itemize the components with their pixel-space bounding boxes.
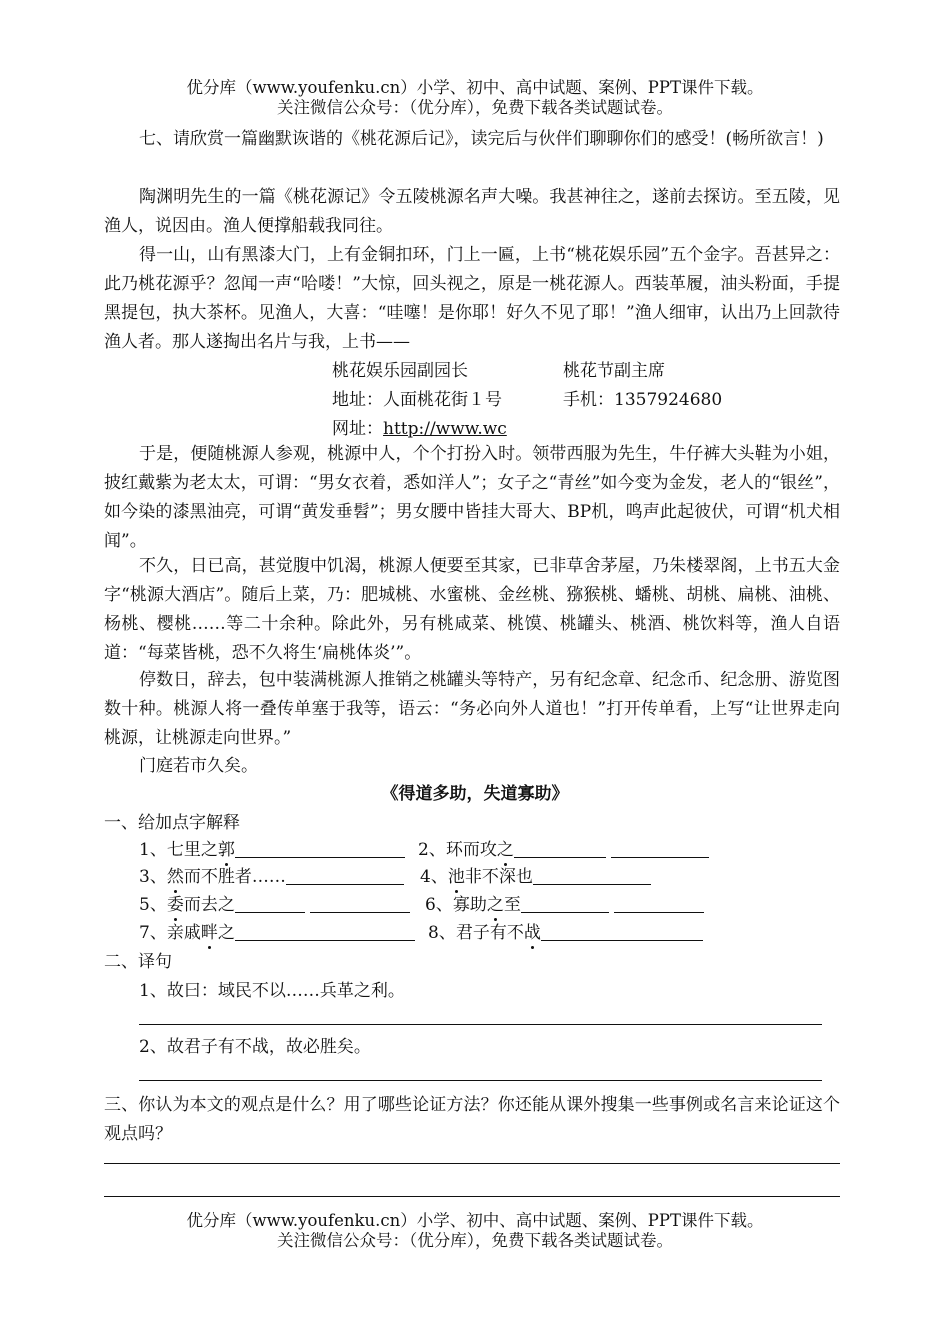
header-line-1: 优分库（www.youfenku.cn）小学、初中、高中试题、案例、PPT课件下载。: [186, 78, 764, 97]
dotted-char: 战: [523, 923, 541, 943]
q3-text: 三、你认为本文的观点是什么？用了哪些论证方法？你还能从课外搜集一些事例或名言来论证这个观点吗？: [104, 1095, 840, 1144]
dotted-char: 畔: [200, 923, 218, 943]
answer-blank[interactable]: [310, 894, 410, 913]
story-paragraph-5: 停数日，辞去，包中装满桃源人推销之桃罐头等特产，另有纪念章、纪念币、纪念册、游览图数十种。桃源人将一叠传单塞于我等，语云：“务必向外人道也！”打开传单看，上写“让世界走向桃源，让桃源走向世界。”: [104, 670, 840, 748]
story-paragraph-1: 陶渊明先生的一篇《桃花源记》令五陵桃源名声大噪。我甚神往之，遂前去探访。至五陵，见渔人，说因由。渔人便撑船载我同往。: [104, 187, 840, 236]
answer-blank[interactable]: [611, 839, 709, 858]
answer-blank[interactable]: [235, 839, 405, 858]
question-7: 七、请欣赏一篇幽默诙谐的《桃花源后记》，读完后与伙伴们聊聊你们的感受！(畅所欲言！): [139, 129, 824, 149]
dotted-char: 之: [496, 840, 514, 860]
card-title-1: 桃花娱乐园副园长: [332, 361, 468, 381]
header-line-2: 关注微信公众号：（优分库），免费下载各类试题试卷。: [277, 98, 673, 117]
q1-item-5: 5、委而去之: [139, 891, 410, 920]
answer-blank[interactable]: [235, 894, 305, 913]
answer-line[interactable]: [104, 1163, 840, 1164]
q2-sentence-2: 2、故君子有不战，故必胜矣。: [139, 1037, 371, 1057]
q1-item-1: 1、七里之郭: [139, 836, 405, 865]
q1-item-4: 4、池非不深也: [420, 863, 651, 892]
story-paragraph-3: 于是，便随桃源人参观，桃源中人，个个打扮入时。领带西服为先生，牛仔裤大头鞋为小姐，披红戴紫为老太太，可谓：“男女衣着，悉如洋人”；女子之“青丝”如今变为金发，老人的“银丝”，如今染的漆黑油亮，可谓“黄发垂髫”；男女腰中皆挂大哥大、BP机，鸣声此起彼伏，可谓“机犬相闻”。: [104, 444, 840, 551]
story-paragraph-4: 不久，日已高，甚觉腹中饥渴，桃源人便要至其家，已非草舍茅屋，乃朱楼翠阁，上书五大金字“桃源大酒店”。随后上菜，乃：肥城桃、水蜜桃、金丝桃、猕猴桃、蟠桃、胡桃、扁桃、油桃、杨桃、樱桃……等二十余种。除此外，另有桃咸菜、桃馍、桃罐头、桃酒、桃饮料等，渔人自语道：“每菜皆桃，恐不久将生‘扁桃体炎’”。: [104, 556, 840, 663]
answer-line[interactable]: [139, 1024, 822, 1025]
dotted-char: 委: [166, 895, 184, 915]
q1-item-6: 6、寡助之至: [425, 891, 704, 920]
card-phone: 手机：1357924680: [563, 390, 723, 410]
footer-line-2: 关注微信公众号：（优分库），免费下载各类试题试卷。: [277, 1231, 673, 1250]
q2-heading: 二、译句: [104, 952, 172, 972]
answer-blank[interactable]: [235, 922, 415, 941]
answer-blank[interactable]: [514, 839, 606, 858]
q1-item-7: 7、亲戚畔之: [139, 919, 415, 948]
footer-line-1: 优分库（www.youfenku.cn）小学、初中、高中试题、案例、PPT课件下载。: [186, 1211, 764, 1230]
answer-line[interactable]: [104, 1196, 840, 1197]
q1-heading: 一、给加点字解释: [104, 813, 240, 833]
dotted-char: 郭: [217, 840, 235, 860]
dotted-char: 然: [166, 867, 184, 887]
story-paragraph-6: 门庭若市久矣。: [139, 756, 258, 776]
answer-blank[interactable]: [541, 922, 703, 941]
answer-blank[interactable]: [521, 894, 609, 913]
q1-item-3: 3、然而不胜者……: [139, 863, 404, 892]
answer-line[interactable]: [139, 1080, 822, 1081]
card-title-2: 桃花节副主席: [563, 361, 665, 381]
answer-blank[interactable]: [614, 894, 704, 913]
answer-blank[interactable]: [533, 866, 651, 885]
answer-blank[interactable]: [286, 866, 404, 885]
q2-sentence-1: 1、故曰：域民不以……兵革之利。: [139, 981, 405, 1001]
story-paragraph-2: 得一山，山有黑漆大门，上有金铜扣环，门上一匾，上书“桃花娱乐园”五个金字。吾甚异之：此乃桃花源乎？忽闻一声“哈喽！”大惊，回头视之，原是一桃花源人。西装革履，油头粉面，手提黑提包，执大茶杯。见渔人，大喜：“哇噻！是你耶！好久不见了耶！”渔人细审，认出乃上回款待渔人者。那人遂掏出名片与我，上书——: [104, 245, 840, 352]
card-website-link[interactable]: http://www.wc: [383, 419, 507, 439]
card-website-label: 网址：: [332, 419, 383, 439]
q1-item-2: 2、环而攻之: [418, 836, 709, 865]
card-address: 地址：人面桃花街１号: [332, 390, 502, 410]
dotted-char: 池: [447, 867, 465, 887]
passage-title: 《得道多助，失道寡助》: [381, 784, 569, 804]
dotted-char: 之: [486, 895, 504, 915]
q1-item-8: 8、君子有不战: [428, 919, 703, 948]
